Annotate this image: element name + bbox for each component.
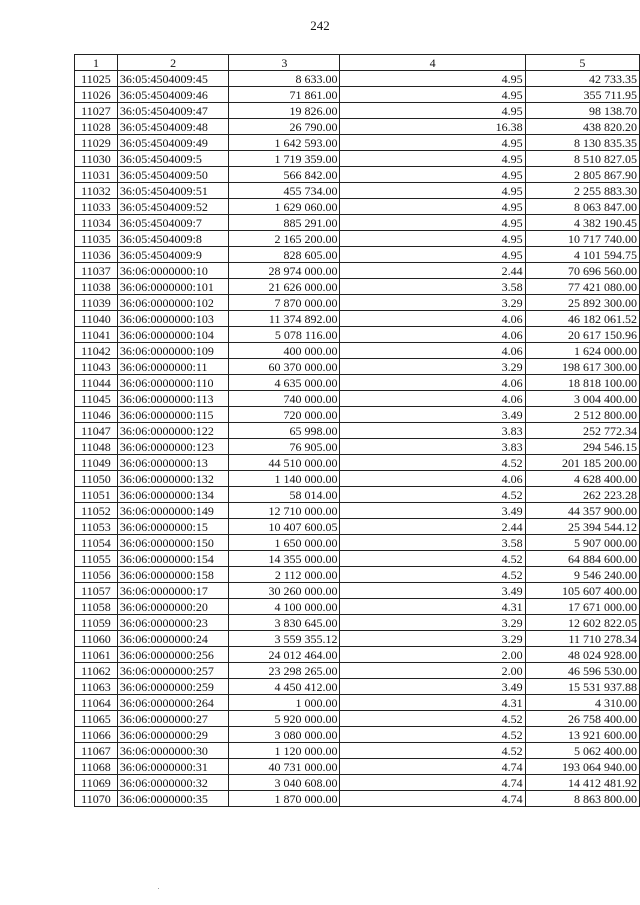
area-value-cell: 19 826.00: [229, 103, 340, 119]
cadastral-number-cell: 36:06:0000000:110: [117, 375, 228, 391]
total-value-cell: 77 421 080.00: [525, 279, 639, 295]
total-value-cell: 26 758 400.00: [525, 711, 639, 727]
row-number-cell: 11056: [75, 567, 118, 583]
row-number-cell: 11029: [75, 135, 118, 151]
row-number-cell: 11052: [75, 503, 118, 519]
area-value-cell: 2 165 200.00: [229, 231, 340, 247]
total-value-cell: 4 310.00: [525, 695, 639, 711]
row-number-cell: 11040: [75, 311, 118, 327]
total-value-cell: 1 624 000.00: [525, 343, 639, 359]
table-row: [75, 775, 640, 791]
rate-value-cell: 4.95: [340, 151, 525, 167]
cadastral-number-cell: 36:06:0000000:122: [117, 423, 228, 439]
total-value-cell: 12 602 822.05: [525, 615, 639, 631]
row-number-cell: 11048: [75, 439, 118, 455]
rate-value-cell: 3.49: [340, 679, 525, 695]
row-number-cell: 11054: [75, 535, 118, 551]
rate-value-cell: 4.52: [340, 487, 525, 503]
row-number-cell: 11034: [75, 215, 118, 231]
total-value-cell: 46 182 061.52: [525, 311, 639, 327]
rate-value-cell: 4.95: [340, 247, 525, 263]
total-value-cell: 42 733.35: [525, 71, 639, 87]
row-number-cell: 11061: [75, 647, 118, 663]
total-value-cell: 2 512 800.00: [525, 407, 639, 423]
cadastral-number-cell: 36:06:0000000:149: [117, 503, 228, 519]
cadastral-number-cell: 36:06:0000000:134: [117, 487, 228, 503]
total-value-cell: 193 064 940.00: [525, 759, 639, 775]
total-value-cell: 198 617 300.00: [525, 359, 639, 375]
table-row: [75, 551, 640, 567]
area-value-cell: 10 407 600.05: [229, 519, 340, 535]
row-number-cell: 11031: [75, 167, 118, 183]
rate-value-cell: 4.95: [340, 103, 525, 119]
table-row: [75, 455, 640, 471]
total-value-cell: 4 628 400.00: [525, 471, 639, 487]
cadastral-number-cell: 36:06:0000000:24: [117, 631, 228, 647]
rate-value-cell: 3.29: [340, 615, 525, 631]
area-value-cell: 828 605.00: [229, 247, 340, 263]
table-row: [75, 711, 640, 727]
area-value-cell: 40 731 000.00: [229, 759, 340, 775]
table-row: [75, 727, 640, 743]
cadastral-number-cell: 36:05:4504009:45: [117, 71, 228, 87]
table-row: [75, 375, 640, 391]
area-value-cell: 1 642 593.00: [229, 135, 340, 151]
row-number-cell: 11051: [75, 487, 118, 503]
rate-value-cell: 2.00: [340, 663, 525, 679]
table-row: [75, 135, 640, 151]
area-value-cell: 3 040 608.00: [229, 775, 340, 791]
row-number-cell: 11039: [75, 295, 118, 311]
table-row: [75, 423, 640, 439]
cadastral-number-cell: 36:06:0000000:150: [117, 535, 228, 551]
cadastral-number-cell: 36:06:0000000:103: [117, 311, 228, 327]
table-row: [75, 791, 640, 807]
area-value-cell: 1 140 000.00: [229, 471, 340, 487]
total-value-cell: 252 772.34: [525, 423, 639, 439]
area-value-cell: 5 920 000.00: [229, 711, 340, 727]
total-value-cell: 5 062 400.00: [525, 743, 639, 759]
total-value-cell: 13 921 600.00: [525, 727, 639, 743]
rate-value-cell: 4.95: [340, 135, 525, 151]
area-value-cell: 455 734.00: [229, 183, 340, 199]
row-number-cell: 11070: [75, 791, 118, 807]
table-row: [75, 87, 640, 103]
total-value-cell: 105 607 400.00: [525, 583, 639, 599]
area-value-cell: 65 998.00: [229, 423, 340, 439]
table-row: [75, 103, 640, 119]
total-value-cell: 2 805 867.90: [525, 167, 639, 183]
table-row: [75, 199, 640, 215]
rate-value-cell: 4.52: [340, 743, 525, 759]
area-value-cell: 11 374 892.00: [229, 311, 340, 327]
table-row: [75, 471, 640, 487]
table-row: [75, 567, 640, 583]
row-number-cell: 11036: [75, 247, 118, 263]
table-row: [75, 647, 640, 663]
total-value-cell: 48 024 928.00: [525, 647, 639, 663]
total-value-cell: 10 717 740.00: [525, 231, 639, 247]
table-row: [75, 247, 640, 263]
page-number: 242: [310, 18, 330, 33]
area-value-cell: 7 870 000.00: [229, 295, 340, 311]
rate-value-cell: 4.95: [340, 199, 525, 215]
area-value-cell: 3 830 645.00: [229, 615, 340, 631]
cadastral-number-cell: 36:06:0000000:257: [117, 663, 228, 679]
total-value-cell: 8 130 835.35: [525, 135, 639, 151]
row-number-cell: 11060: [75, 631, 118, 647]
total-value-cell: 8 063 847.00: [525, 199, 639, 215]
row-number-cell: 11043: [75, 359, 118, 375]
table-row: [75, 71, 640, 87]
rate-value-cell: 4.95: [340, 87, 525, 103]
rate-value-cell: 4.74: [340, 759, 525, 775]
cadastral-value-table: [74, 54, 640, 807]
row-number-cell: 11025: [75, 71, 118, 87]
cadastral-number-cell: 36:06:0000000:35: [117, 791, 228, 807]
table-row: [75, 679, 640, 695]
cadastral-number-cell: 36:05:4504009:46: [117, 87, 228, 103]
area-value-cell: 740 000.00: [229, 391, 340, 407]
cadastral-number-cell: 36:06:0000000:27: [117, 711, 228, 727]
cadastral-number-cell: 36:05:4504009:51: [117, 183, 228, 199]
table-row: [75, 615, 640, 631]
total-value-cell: 4 382 190.45: [525, 215, 639, 231]
table-row: [75, 231, 640, 247]
cadastral-number-cell: 36:06:0000000:13: [117, 455, 228, 471]
area-value-cell: 1 000.00: [229, 695, 340, 711]
cadastral-number-cell: 36:06:0000000:20: [117, 599, 228, 615]
total-value-cell: 355 711.95: [525, 87, 639, 103]
row-number-cell: 11026: [75, 87, 118, 103]
rate-value-cell: 4.74: [340, 791, 525, 807]
area-value-cell: 5 078 116.00: [229, 327, 340, 343]
area-value-cell: 30 260 000.00: [229, 583, 340, 599]
column-header-5: 5: [525, 55, 639, 71]
row-number-cell: 11067: [75, 743, 118, 759]
row-number-cell: 11037: [75, 263, 118, 279]
cadastral-number-cell: 36:06:0000000:101: [117, 279, 228, 295]
row-number-cell: 11033: [75, 199, 118, 215]
area-value-cell: 71 861.00: [229, 87, 340, 103]
rate-value-cell: 3.83: [340, 423, 525, 439]
cadastral-number-cell: 36:05:4504009:52: [117, 199, 228, 215]
rate-value-cell: 3.29: [340, 631, 525, 647]
row-number-cell: 11047: [75, 423, 118, 439]
area-value-cell: 12 710 000.00: [229, 503, 340, 519]
table-row: [75, 487, 640, 503]
table-row: [75, 343, 640, 359]
rate-value-cell: 4.06: [340, 391, 525, 407]
total-value-cell: 25 394 544.12: [525, 519, 639, 535]
row-number-cell: 11027: [75, 103, 118, 119]
total-value-cell: 8 863 800.00: [525, 791, 639, 807]
rate-value-cell: 4.52: [340, 727, 525, 743]
area-value-cell: 44 510 000.00: [229, 455, 340, 471]
rate-value-cell: 4.06: [340, 375, 525, 391]
table-row: [75, 599, 640, 615]
total-value-cell: 98 138.70: [525, 103, 639, 119]
area-value-cell: 1 629 060.00: [229, 199, 340, 215]
cadastral-number-cell: 36:06:0000000:32: [117, 775, 228, 791]
total-value-cell: 2 255 883.30: [525, 183, 639, 199]
row-number-cell: 11066: [75, 727, 118, 743]
table-row: [75, 263, 640, 279]
rate-value-cell: 3.49: [340, 503, 525, 519]
column-header-4: 4: [340, 55, 525, 71]
cadastral-number-cell: 36:06:0000000:104: [117, 327, 228, 343]
table-header-row: [75, 55, 640, 71]
cadastral-number-cell: 36:06:0000000:158: [117, 567, 228, 583]
cadastral-number-cell: 36:06:0000000:154: [117, 551, 228, 567]
row-number-cell: 11062: [75, 663, 118, 679]
column-header-2: 2: [117, 55, 228, 71]
area-value-cell: 28 974 000.00: [229, 263, 340, 279]
rate-value-cell: 3.49: [340, 407, 525, 423]
row-number-cell: 11032: [75, 183, 118, 199]
total-value-cell: 70 696 560.00: [525, 263, 639, 279]
area-value-cell: 1 120 000.00: [229, 743, 340, 759]
table-row: [75, 439, 640, 455]
row-number-cell: 11050: [75, 471, 118, 487]
table-row: [75, 279, 640, 295]
rate-value-cell: 16.38: [340, 119, 525, 135]
area-value-cell: 720 000.00: [229, 407, 340, 423]
area-value-cell: 21 626 000.00: [229, 279, 340, 295]
cadastral-number-cell: 36:06:0000000:29: [117, 727, 228, 743]
total-value-cell: 11 710 278.34: [525, 631, 639, 647]
rate-value-cell: 2.44: [340, 263, 525, 279]
total-value-cell: 3 004 400.00: [525, 391, 639, 407]
cadastral-number-cell: 36:06:0000000:256: [117, 647, 228, 663]
area-value-cell: 76 905.00: [229, 439, 340, 455]
table-row: [75, 215, 640, 231]
rate-value-cell: 3.83: [340, 439, 525, 455]
table-row: [75, 359, 640, 375]
row-number-cell: 11042: [75, 343, 118, 359]
row-number-cell: 11041: [75, 327, 118, 343]
rate-value-cell: 3.58: [340, 279, 525, 295]
cadastral-number-cell: 36:06:0000000:123: [117, 439, 228, 455]
cadastral-number-cell: 36:06:0000000:115: [117, 407, 228, 423]
rate-value-cell: 2.44: [340, 519, 525, 535]
table-row: [75, 119, 640, 135]
cadastral-number-cell: 36:05:4504009:9: [117, 247, 228, 263]
total-value-cell: 46 596 530.00: [525, 663, 639, 679]
table-row: [75, 583, 640, 599]
total-value-cell: 15 531 937.88: [525, 679, 639, 695]
cadastral-number-cell: 36:06:0000000:30: [117, 743, 228, 759]
rate-value-cell: 4.52: [340, 551, 525, 567]
total-value-cell: 25 892 300.00: [525, 295, 639, 311]
table-row: [75, 631, 640, 647]
table-row: [75, 183, 640, 199]
total-value-cell: 201 185 200.00: [525, 455, 639, 471]
cadastral-number-cell: 36:06:0000000:11: [117, 359, 228, 375]
table-row: [75, 503, 640, 519]
row-number-cell: 11045: [75, 391, 118, 407]
area-value-cell: 24 012 464.00: [229, 647, 340, 663]
area-value-cell: 14 355 000.00: [229, 551, 340, 567]
row-number-cell: 11057: [75, 583, 118, 599]
cadastral-number-cell: 36:05:4504009:48: [117, 119, 228, 135]
rate-value-cell: 4.52: [340, 567, 525, 583]
table-row: [75, 535, 640, 551]
cadastral-number-cell: 36:05:4504009:5: [117, 151, 228, 167]
total-value-cell: 9 546 240.00: [525, 567, 639, 583]
rate-value-cell: 3.29: [340, 359, 525, 375]
total-value-cell: 294 546.15: [525, 439, 639, 455]
area-value-cell: 4 100 000.00: [229, 599, 340, 615]
row-number-cell: 11063: [75, 679, 118, 695]
row-number-cell: 11030: [75, 151, 118, 167]
rate-value-cell: 3.49: [340, 583, 525, 599]
area-value-cell: 885 291.00: [229, 215, 340, 231]
cadastral-number-cell: 36:06:0000000:109: [117, 343, 228, 359]
table-row: [75, 295, 640, 311]
table-row: [75, 311, 640, 327]
table-row: [75, 519, 640, 535]
total-value-cell: 4 101 594.75: [525, 247, 639, 263]
table-row: [75, 391, 640, 407]
area-value-cell: 23 298 265.00: [229, 663, 340, 679]
area-value-cell: 60 370 000.00: [229, 359, 340, 375]
rate-value-cell: 4.52: [340, 711, 525, 727]
rate-value-cell: 2.00: [340, 647, 525, 663]
area-value-cell: 566 842.00: [229, 167, 340, 183]
area-value-cell: 1 650 000.00: [229, 535, 340, 551]
rate-value-cell: 4.06: [340, 471, 525, 487]
total-value-cell: 44 357 900.00: [525, 503, 639, 519]
rate-value-cell: 4.95: [340, 167, 525, 183]
table-row: [75, 743, 640, 759]
table-row: [75, 663, 640, 679]
row-number-cell: 11064: [75, 695, 118, 711]
cadastral-number-cell: 36:06:0000000:102: [117, 295, 228, 311]
row-number-cell: 11046: [75, 407, 118, 423]
rate-value-cell: 3.58: [340, 535, 525, 551]
total-value-cell: 262 223.28: [525, 487, 639, 503]
row-number-cell: 11053: [75, 519, 118, 535]
rate-value-cell: 4.31: [340, 695, 525, 711]
total-value-cell: 14 412 481.92: [525, 775, 639, 791]
row-number-cell: 11055: [75, 551, 118, 567]
cadastral-number-cell: 36:06:0000000:259: [117, 679, 228, 695]
table-row: [75, 407, 640, 423]
rate-value-cell: 4.52: [340, 455, 525, 471]
row-number-cell: 11068: [75, 759, 118, 775]
total-value-cell: 64 884 600.00: [525, 551, 639, 567]
row-number-cell: 11059: [75, 615, 118, 631]
cadastral-number-cell: 36:06:0000000:23: [117, 615, 228, 631]
rate-value-cell: 4.06: [340, 327, 525, 343]
rate-value-cell: 3.29: [340, 295, 525, 311]
cadastral-number-cell: 36:05:4504009:47: [117, 103, 228, 119]
total-value-cell: 18 818 100.00: [525, 375, 639, 391]
cadastral-number-cell: 36:06:0000000:264: [117, 695, 228, 711]
area-value-cell: 3 559 355.12: [229, 631, 340, 647]
area-value-cell: 58 014.00: [229, 487, 340, 503]
row-number-cell: 11049: [75, 455, 118, 471]
row-number-cell: 11069: [75, 775, 118, 791]
table-row: [75, 695, 640, 711]
area-value-cell: 26 790.00: [229, 119, 340, 135]
area-value-cell: 1 719 359.00: [229, 151, 340, 167]
rate-value-cell: 4.74: [340, 775, 525, 791]
table-row: [75, 151, 640, 167]
cadastral-number-cell: 36:06:0000000:10: [117, 263, 228, 279]
table-row: [75, 327, 640, 343]
cadastral-number-cell: 36:06:0000000:113: [117, 391, 228, 407]
area-value-cell: 3 080 000.00: [229, 727, 340, 743]
column-header-3: 3: [229, 55, 340, 71]
cadastral-number-cell: 36:05:4504009:7: [117, 215, 228, 231]
area-value-cell: 8 633.00: [229, 71, 340, 87]
rate-value-cell: 4.95: [340, 215, 525, 231]
total-value-cell: 8 510 827.05: [525, 151, 639, 167]
rate-value-cell: 4.06: [340, 311, 525, 327]
row-number-cell: 11065: [75, 711, 118, 727]
rate-value-cell: 4.95: [340, 231, 525, 247]
row-number-cell: 11035: [75, 231, 118, 247]
row-number-cell: 11044: [75, 375, 118, 391]
table-row: [75, 167, 640, 183]
cadastral-number-cell: 36:06:0000000:15: [117, 519, 228, 535]
total-value-cell: 438 820.20: [525, 119, 639, 135]
rate-value-cell: 4.31: [340, 599, 525, 615]
rate-value-cell: 4.95: [340, 183, 525, 199]
cadastral-number-cell: 36:06:0000000:31: [117, 759, 228, 775]
row-number-cell: 11038: [75, 279, 118, 295]
cadastral-number-cell: 36:05:4504009:49: [117, 135, 228, 151]
area-value-cell: 1 870 000.00: [229, 791, 340, 807]
row-number-cell: 11058: [75, 599, 118, 615]
cadastral-number-cell: 36:05:4504009:50: [117, 167, 228, 183]
cadastral-number-cell: 36:05:4504009:8: [117, 231, 228, 247]
cadastral-number-cell: 36:06:0000000:132: [117, 471, 228, 487]
total-value-cell: 20 617 150.96: [525, 327, 639, 343]
total-value-cell: 5 907 000.00: [525, 535, 639, 551]
area-value-cell: 2 112 000.00: [229, 567, 340, 583]
total-value-cell: 17 671 000.00: [525, 599, 639, 615]
rate-value-cell: 4.06: [340, 343, 525, 359]
area-value-cell: 4 450 412.00: [229, 679, 340, 695]
rate-value-cell: 4.95: [340, 71, 525, 87]
area-value-cell: 4 635 000.00: [229, 375, 340, 391]
table-row: [75, 759, 640, 775]
column-header-1: 1: [75, 55, 118, 71]
row-number-cell: 11028: [75, 119, 118, 135]
area-value-cell: 400 000.00: [229, 343, 340, 359]
table-body: [75, 71, 640, 807]
scan-speck: [158, 888, 159, 889]
cadastral-number-cell: 36:06:0000000:17: [117, 583, 228, 599]
